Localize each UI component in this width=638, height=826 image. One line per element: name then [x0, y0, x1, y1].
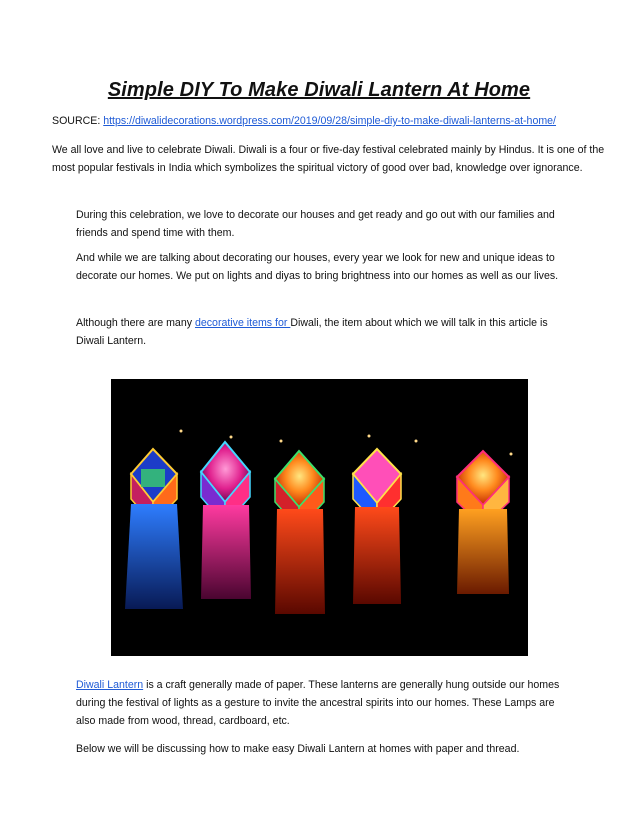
lantern-multicolor [353, 449, 401, 604]
lantern-blue [125, 449, 183, 609]
p3-text-before: Although there are many [76, 317, 195, 329]
source-line [52, 112, 612, 130]
paragraph-diwali-lantern [76, 676, 566, 730]
p4-text: is a craft generally made of paper. These lanterns are generally hung outside our homes during the festival of lights as a gesture to invite the ancestral spirits into our homes. These Lamps are also made from wood, thread, cardboard, etc. [76, 679, 560, 727]
diwali-lantern-link[interactable]: Diwali Lantern [76, 679, 144, 691]
paragraph-below: Below we will be discussing how to make easy Diwali Lantern at homes with paper and thread. [76, 743, 520, 755]
paragraph-decorative-items [76, 314, 576, 350]
source-link[interactable]: https://diwalidecorations.wordpress.com/2019/09/28/simple-diy-to-make-diwali-lanterns-at-home/ [103, 115, 557, 127]
lantern-red [275, 451, 325, 614]
lantern-pink [201, 442, 251, 599]
intro-paragraph: We all love and live to celebrate Diwali. Diwali is a four or five-day festival celebrated mainly by Hindus. It is one of the most popular festivals in India which symbolizes the spiritual victory of good over bad, knowledge over ignorance. [52, 144, 605, 174]
source-label: SOURCE: [52, 115, 104, 127]
paragraph-decorating: And while we are talking about decorating our houses, every year we look for new and unique ideas to decorate our homes. We put on lights and diyas to bring brightness into our homes as well as our lives. [76, 252, 559, 282]
paragraph-celebration: During this celebration, we love to decorate our houses and get ready and go out with our families and friends and spend time with them. [76, 209, 555, 239]
lantern-orange [457, 451, 509, 594]
page-title: Simple DIY To Make Diwali Lantern At Home [107, 79, 531, 101]
p3-text-after: Diwali, the item about which we will talk in this article is Diwali Lantern. [76, 317, 548, 347]
decorative-items-link[interactable]: decorative items for [194, 317, 291, 329]
diwali-lanterns-photo [111, 379, 528, 656]
